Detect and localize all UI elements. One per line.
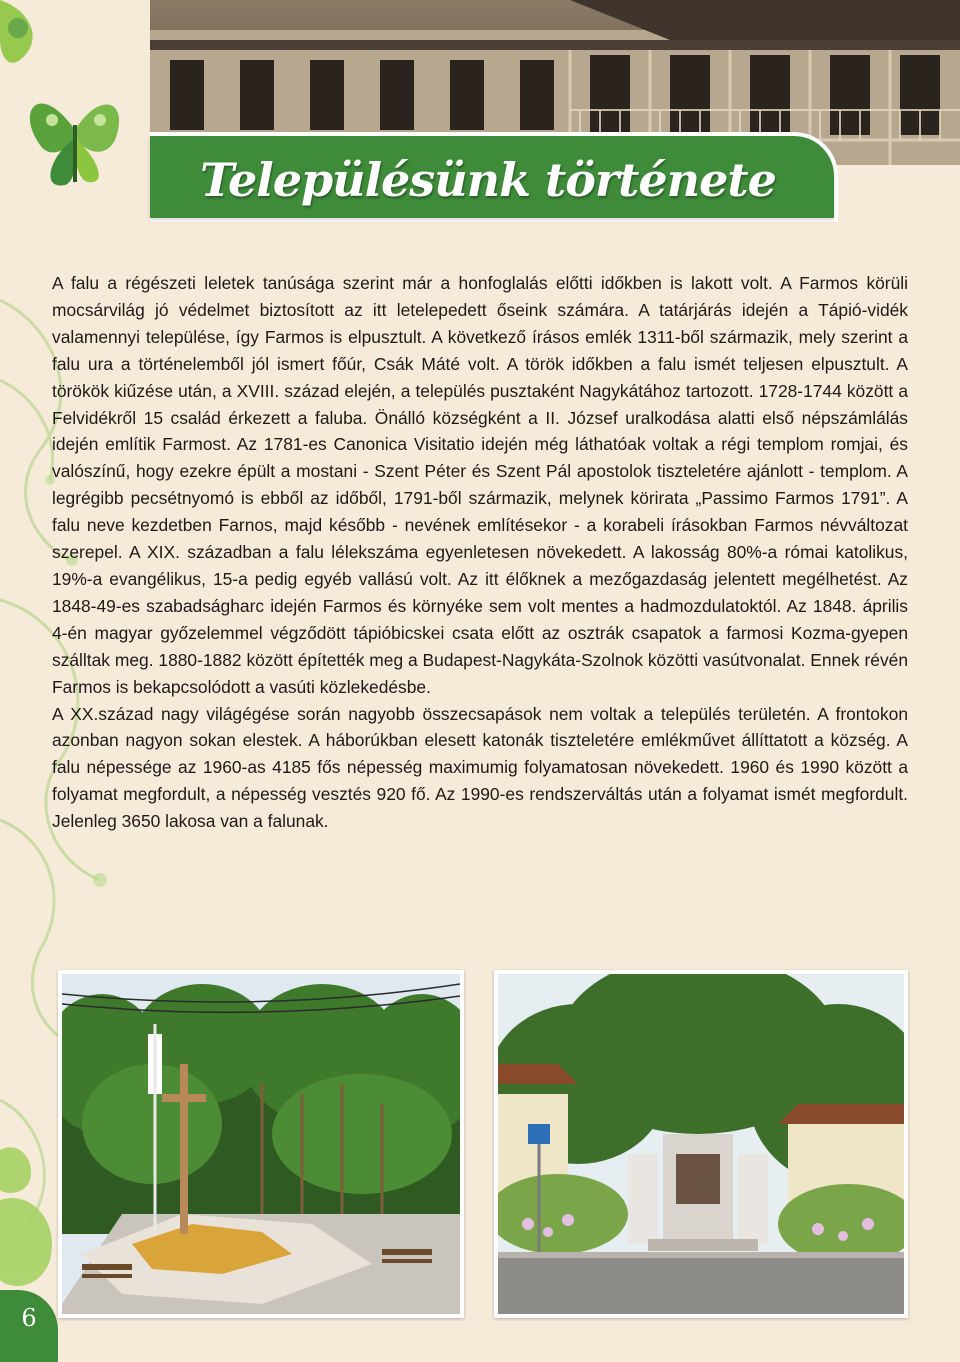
war-memorial-photo	[494, 970, 908, 1318]
article-body	[52, 270, 908, 835]
page-title: Településünk története	[200, 153, 776, 207]
page-number: 6	[21, 1304, 37, 1332]
article-paragraph-1: A falu a régészeti leletek tanúsága szerint már a honfoglalás előtti időkben is lakott volt. A Farmos körüli mocsárvilág jó védelmet biztosított az itt letelepedett őseink számára. A tatárjárás idején a Tápió-vidék valamennyi települése, így Farmos is elpusztult. A következő írásos emlék 1311-ből származik, mely szerint a falu ura a történelemből jól ismert főúr, Csák Máté volt. A török időkben a falu ismét teljesen elpusztult. A törökök kiűzése után, a XVIII. század elején, a település pusztaként Nagykátához tartozott. 1728-1744 között a Felvidékről 15 család érkezett a faluba. Önálló községként a II. József uralkodása alatti első népszámlálás idején említik Farmost. Az 1781-es Canonica Visitatio idején még láthatóak voltak a régi templom romjai, és valószínű, hogy ezekre épült a mostani - Szent Péter és Szent Pál apostolok tiszteletére ajánlott - templom. A legrégibb pecsétnyomó is ebből az időből, 1791-ből származik, melynek körirata „Passimo Farmos 1791”. A falu neve kezdetben Farnos, majd később - nevének említésekor - a korabeli írásokban Farmos névváltozat szerepel. A XIX. században a falu lélekszáma egyenletesen növekedett. A lakosság 80%-a római katolikus, 19%-a evangélikus, 15-a pedig egyéb vallású volt. Az itt élőknek a mezőgazdaság jelentett megélhetést. Az 1848-49-es szabadságharc idején Farmos és környéke sem volt mentes a hadmozdulatoktól. Az 1848. április 4-én magyar győzelemmel végződött tápióbicskei csata előtt az osztrák csapatok a farmosi Kozma-gyepen szálltak meg. 1880-1882 között építették meg a Budapest-Nagykáta-Szolnok közötti vasútvonalat. Ennek révén Farmos is bekapcsolódott a vasúti közlekedésbe.	[52, 273, 908, 697]
butterfly-icon	[20, 70, 130, 200]
article-paragraph-2: A XX.század nagy világégése során nagyobb összecsapások nem voltak a település területén. A frontokon azonban nagyon sokan elestek. A háborúkban elesett katonák tiszteletére emlékművet állíttatott a község. A falu népessége az 1960-as 4185 fős népesség maximumig folyamatosan növekedett. 1960 és 1990 között a folyamat megfordult, a népesség vesztés 920 fő. Az 1990-es rendszerváltás után a folyamat ismét megfordult. Jelenleg 3650 lakosa van a falunak.	[52, 703, 908, 832]
memorial-cross-photo	[58, 970, 464, 1318]
